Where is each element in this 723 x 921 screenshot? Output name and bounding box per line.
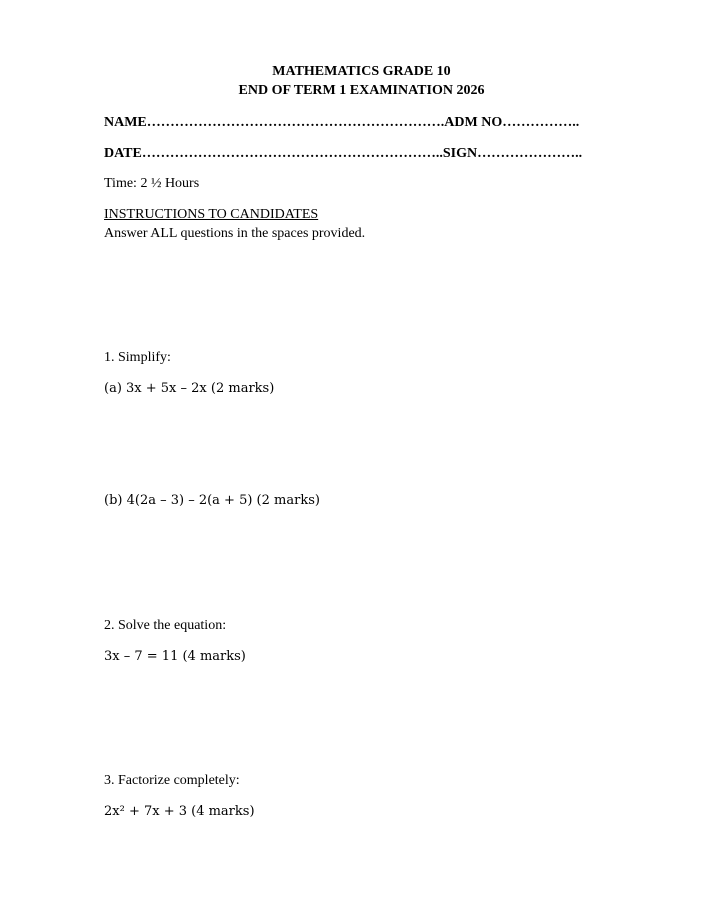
question-3-expression: 2x² + 7x + 3 (4 marks) [104,804,255,819]
question-2-title: 2. Solve the equation: [104,618,227,633]
question-1a: (a) 3x + 5x – 2x (2 marks) [104,381,275,396]
question-2-equation: 3x – 7 = 11 (4 marks) [104,649,246,664]
date-sign-field: DATE………………………………………………………..SIGN………………….. [104,146,583,161]
question-1b: (b) 4(2a – 3) – 2(a + 5) (2 marks) [104,493,320,508]
instructions-text: Answer ALL questions in the spaces provided. [104,226,366,241]
question-1-title: 1. Simplify: [104,350,171,365]
question-3-title: 3. Factorize completely: [104,773,240,788]
name-admno-field: NAME……………………………………………………….ADM NO…………….. [104,115,580,130]
instructions-heading: INSTRUCTIONS TO CANDIDATES [104,207,319,222]
time-allowed: Time: 2 ½ Hours [104,176,200,191]
exam-title-subject: MATHEMATICS GRADE 10 [272,64,451,79]
exam-title-term: END OF TERM 1 EXAMINATION 2026 [238,83,485,98]
